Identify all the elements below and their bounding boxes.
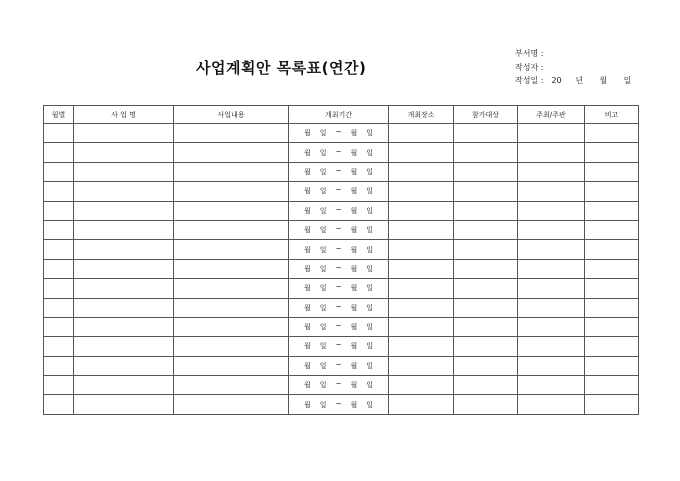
remarks-cell[interactable]: [585, 298, 639, 317]
period-d1: 일: [319, 226, 327, 235]
participants-cell[interactable]: [454, 124, 518, 143]
venue-cell[interactable]: [389, 162, 454, 181]
period-d2: 일: [366, 129, 373, 138]
month-cell[interactable]: [44, 201, 74, 220]
period-d2: 일: [366, 381, 373, 390]
date-label: 작성일 :: [515, 76, 544, 85]
participants-cell[interactable]: [454, 162, 518, 181]
period-text: [304, 186, 373, 196]
period-m2: 월: [350, 226, 358, 235]
table-row: [44, 143, 639, 162]
period-m2: 월: [350, 323, 358, 332]
participants-cell[interactable]: [454, 317, 518, 336]
project-content-cell[interactable]: [174, 356, 289, 375]
period-text: [304, 167, 373, 177]
period-m1: 월: [304, 381, 311, 390]
project-name-header: 사 업 명: [74, 106, 174, 124]
period-cell: [289, 124, 389, 143]
period-d2: 일: [366, 187, 373, 196]
project-content-cell[interactable]: [174, 395, 289, 414]
venue-header: 개최장소: [389, 106, 454, 124]
period-m1: 월: [304, 148, 311, 157]
table-row: [44, 182, 639, 201]
project-name-cell[interactable]: [74, 143, 174, 162]
date-year-unit: 년: [575, 76, 584, 85]
period-m1: 월: [304, 167, 311, 176]
period-sep: ~: [335, 166, 342, 175]
project-name-cell[interactable]: [74, 240, 174, 259]
period-d1: 일: [319, 381, 327, 390]
period-d2: 일: [366, 167, 373, 176]
period-m2: 월: [350, 303, 358, 312]
month-cell[interactable]: [44, 124, 74, 143]
project-content-cell[interactable]: [174, 337, 289, 356]
period-text: [304, 283, 373, 293]
period-d2: 일: [366, 400, 373, 409]
host-cell[interactable]: [518, 376, 585, 395]
table-row: [44, 162, 639, 181]
project-name-cell[interactable]: [74, 162, 174, 181]
participants-header: 참가대상: [454, 106, 518, 124]
period-m2: 월: [350, 342, 358, 351]
period-sep: ~: [335, 147, 342, 156]
host-cell[interactable]: [518, 356, 585, 375]
remarks-cell[interactable]: [585, 356, 639, 375]
month-cell[interactable]: [44, 259, 74, 278]
period-d1: 일: [319, 148, 327, 157]
period-cell: [289, 337, 389, 356]
period-m2: 월: [350, 381, 358, 390]
participants-cell[interactable]: [454, 279, 518, 298]
period-m1: 월: [304, 226, 311, 235]
period-m1: 월: [304, 361, 311, 370]
period-sep: ~: [335, 399, 342, 408]
project-name-cell[interactable]: [74, 124, 174, 143]
period-d1: 일: [319, 187, 327, 196]
period-m2: 월: [350, 206, 358, 215]
participants-cell[interactable]: [454, 337, 518, 356]
period-cell: [289, 356, 389, 375]
month-cell[interactable]: [44, 143, 74, 162]
table-row: [44, 279, 639, 298]
host-cell[interactable]: [518, 240, 585, 259]
period-sep: ~: [335, 322, 342, 331]
remarks-header: 비고: [585, 106, 639, 124]
period-m1: 월: [304, 264, 311, 273]
table-row: [44, 356, 639, 375]
period-d2: 일: [366, 303, 373, 312]
table-header-row: [44, 106, 639, 124]
remarks-cell[interactable]: [585, 279, 639, 298]
remarks-cell[interactable]: [585, 259, 639, 278]
period-m1: 월: [304, 187, 311, 196]
project-content-cell[interactable]: [174, 143, 289, 162]
remarks-cell[interactable]: [585, 220, 639, 239]
participants-cell[interactable]: [454, 356, 518, 375]
project-content-cell[interactable]: [174, 317, 289, 336]
period-sep: ~: [335, 302, 342, 311]
participants-cell[interactable]: [454, 143, 518, 162]
period-m2: 월: [350, 361, 358, 370]
period-sep: ~: [335, 186, 342, 195]
remarks-cell[interactable]: [585, 240, 639, 259]
period-m1: 월: [304, 129, 311, 138]
table-row: [44, 298, 639, 317]
project-content-cell[interactable]: [174, 240, 289, 259]
document-title: 사업계획안 목록표(연간): [196, 59, 367, 77]
host-cell[interactable]: [518, 395, 585, 414]
remarks-cell[interactable]: [585, 376, 639, 395]
period-text: [304, 206, 373, 216]
period-d2: 일: [366, 148, 373, 157]
date-month-unit: 월: [599, 76, 608, 85]
period-d1: 일: [319, 323, 327, 332]
period-text: [304, 128, 373, 138]
period-m2: 월: [350, 187, 358, 196]
venue-cell[interactable]: [389, 182, 454, 201]
month-header: 월별: [44, 106, 74, 124]
project-name-cell[interactable]: [74, 395, 174, 414]
period-m2: 월: [350, 129, 358, 138]
venue-cell[interactable]: [389, 337, 454, 356]
venue-cell[interactable]: [389, 279, 454, 298]
host-cell[interactable]: [518, 143, 585, 162]
table-row: [44, 376, 639, 395]
department-row: [515, 47, 633, 61]
host-cell[interactable]: [518, 259, 585, 278]
department-label: 부서명 :: [515, 49, 544, 58]
author-label: 작성자 :: [515, 62, 544, 72]
period-d1: 일: [319, 361, 327, 370]
document-meta: [515, 47, 633, 88]
period-cell: [289, 376, 389, 395]
period-d1: 일: [319, 284, 327, 293]
period-m1: 월: [304, 245, 311, 254]
month-cell[interactable]: [44, 162, 74, 181]
period-m1: 월: [304, 303, 311, 312]
project-content-cell[interactable]: [174, 376, 289, 395]
project-content-cell[interactable]: [174, 220, 289, 239]
venue-cell[interactable]: [389, 395, 454, 414]
period-text: [304, 264, 373, 274]
participants-cell[interactable]: [454, 259, 518, 278]
month-cell[interactable]: [44, 395, 74, 414]
remarks-cell[interactable]: [585, 182, 639, 201]
period-text: [304, 361, 373, 371]
date-row: [515, 74, 633, 88]
venue-cell[interactable]: [389, 259, 454, 278]
remarks-cell[interactable]: [585, 162, 639, 181]
period-d1: 일: [319, 129, 327, 138]
plan-table: [43, 105, 639, 415]
period-d2: 일: [366, 206, 373, 215]
participants-cell[interactable]: [454, 298, 518, 317]
table-row: [44, 220, 639, 239]
venue-cell[interactable]: [389, 201, 454, 220]
period-text: [304, 380, 373, 390]
remarks-cell[interactable]: [585, 395, 639, 414]
project-name-cell[interactable]: [74, 201, 174, 220]
period-d1: 일: [319, 206, 327, 215]
period-cell: [289, 220, 389, 239]
participants-cell[interactable]: [454, 395, 518, 414]
period-d1: 일: [319, 400, 327, 409]
project-content-cell[interactable]: [174, 124, 289, 143]
project-name-cell[interactable]: [74, 337, 174, 356]
table-row: [44, 337, 639, 356]
remarks-cell[interactable]: [585, 143, 639, 162]
period-m1: 월: [304, 284, 311, 293]
month-cell[interactable]: [44, 356, 74, 375]
author-row: [515, 61, 633, 75]
period-d2: 일: [366, 264, 373, 273]
remarks-cell[interactable]: [585, 124, 639, 143]
month-cell[interactable]: [44, 337, 74, 356]
period-m2: 월: [350, 400, 358, 409]
project-content-cell[interactable]: [174, 162, 289, 181]
participants-cell[interactable]: [454, 240, 518, 259]
venue-cell[interactable]: [389, 376, 454, 395]
venue-cell[interactable]: [389, 356, 454, 375]
participants-cell[interactable]: [454, 182, 518, 201]
project-content-cell[interactable]: [174, 201, 289, 220]
project-name-cell[interactable]: [74, 220, 174, 239]
venue-cell[interactable]: [389, 220, 454, 239]
host-cell[interactable]: [518, 337, 585, 356]
host-cell[interactable]: [518, 317, 585, 336]
period-d2: 일: [366, 284, 373, 293]
period-sep: ~: [335, 341, 342, 350]
period-text: [304, 148, 373, 158]
project-content-cell[interactable]: [174, 279, 289, 298]
project-name-cell[interactable]: [74, 376, 174, 395]
period-d2: 일: [366, 361, 373, 370]
period-m2: 월: [350, 245, 358, 254]
period-sep: ~: [335, 283, 342, 292]
period-sep: ~: [335, 380, 342, 389]
month-cell[interactable]: [44, 240, 74, 259]
participants-cell[interactable]: [454, 201, 518, 220]
period-d2: 일: [366, 323, 373, 332]
host-cell[interactable]: [518, 124, 585, 143]
period-cell: [289, 395, 389, 414]
period-sep: ~: [335, 244, 342, 253]
host-cell[interactable]: [518, 182, 585, 201]
project-content-header: 사업내용: [174, 106, 289, 124]
period-d1: 일: [319, 303, 327, 312]
period-cell: [289, 259, 389, 278]
period-cell: [289, 317, 389, 336]
period-sep: ~: [335, 205, 342, 214]
period-d2: 일: [366, 245, 373, 254]
month-cell[interactable]: [44, 220, 74, 239]
project-content-cell[interactable]: [174, 259, 289, 278]
period-d2: 일: [366, 226, 373, 235]
month-cell[interactable]: [44, 182, 74, 201]
period-m2: 월: [350, 167, 358, 176]
period-cell: [289, 298, 389, 317]
period-d1: 일: [319, 342, 327, 351]
period-text: [304, 245, 373, 255]
project-name-cell[interactable]: [74, 182, 174, 201]
table-row: [44, 240, 639, 259]
participants-cell[interactable]: [454, 376, 518, 395]
project-name-cell[interactable]: [74, 279, 174, 298]
venue-cell[interactable]: [389, 317, 454, 336]
host-cell[interactable]: [518, 220, 585, 239]
remarks-cell[interactable]: [585, 201, 639, 220]
venue-cell[interactable]: [389, 143, 454, 162]
month-cell[interactable]: [44, 298, 74, 317]
period-sep: ~: [335, 360, 342, 369]
table-row: [44, 124, 639, 143]
participants-cell[interactable]: [454, 220, 518, 239]
period-text: [304, 322, 373, 332]
host-header: 주최/주관: [518, 106, 585, 124]
project-content-cell[interactable]: [174, 298, 289, 317]
month-cell[interactable]: [44, 376, 74, 395]
period-d1: 일: [319, 245, 327, 254]
venue-cell[interactable]: [389, 298, 454, 317]
month-cell[interactable]: [44, 317, 74, 336]
table-row: [44, 395, 639, 414]
host-cell[interactable]: [518, 298, 585, 317]
remarks-cell[interactable]: [585, 317, 639, 336]
period-sep: ~: [335, 225, 342, 234]
period-sep: ~: [335, 263, 342, 272]
period-text: [304, 303, 373, 313]
period-cell: [289, 201, 389, 220]
project-name-cell[interactable]: [74, 298, 174, 317]
month-cell[interactable]: [44, 279, 74, 298]
period-cell: [289, 182, 389, 201]
host-cell[interactable]: [518, 201, 585, 220]
period-m1: 월: [304, 323, 311, 332]
host-cell[interactable]: [518, 279, 585, 298]
table-body: [44, 124, 639, 415]
venue-cell[interactable]: [389, 124, 454, 143]
project-name-cell[interactable]: [74, 259, 174, 278]
table-row: [44, 317, 639, 336]
period-m1: 월: [304, 400, 311, 409]
period-text: [304, 225, 373, 235]
period-m2: 월: [350, 264, 358, 273]
period-d1: 일: [319, 167, 327, 176]
table-row: [44, 201, 639, 220]
host-cell[interactable]: [518, 162, 585, 181]
period-d1: 일: [319, 264, 327, 273]
period-d2: 일: [366, 342, 373, 351]
period-cell: [289, 143, 389, 162]
period-cell: [289, 279, 389, 298]
period-m1: 월: [304, 206, 311, 215]
date-year: 20: [551, 76, 562, 85]
period-m1: 월: [304, 342, 311, 351]
remarks-cell[interactable]: [585, 337, 639, 356]
period-cell: [289, 162, 389, 181]
period-cell: [289, 240, 389, 259]
venue-cell[interactable]: [389, 240, 454, 259]
period-text: [304, 341, 373, 351]
period-header: 개최기간: [289, 106, 389, 124]
period-m2: 월: [350, 284, 358, 293]
project-name-cell[interactable]: [74, 317, 174, 336]
table-row: [44, 259, 639, 278]
period-text: [304, 400, 373, 410]
period-sep: ~: [335, 128, 342, 137]
period-m2: 월: [350, 148, 358, 157]
project-name-cell[interactable]: [74, 356, 174, 375]
date-day-unit: 일: [623, 76, 632, 85]
project-content-cell[interactable]: [174, 182, 289, 201]
